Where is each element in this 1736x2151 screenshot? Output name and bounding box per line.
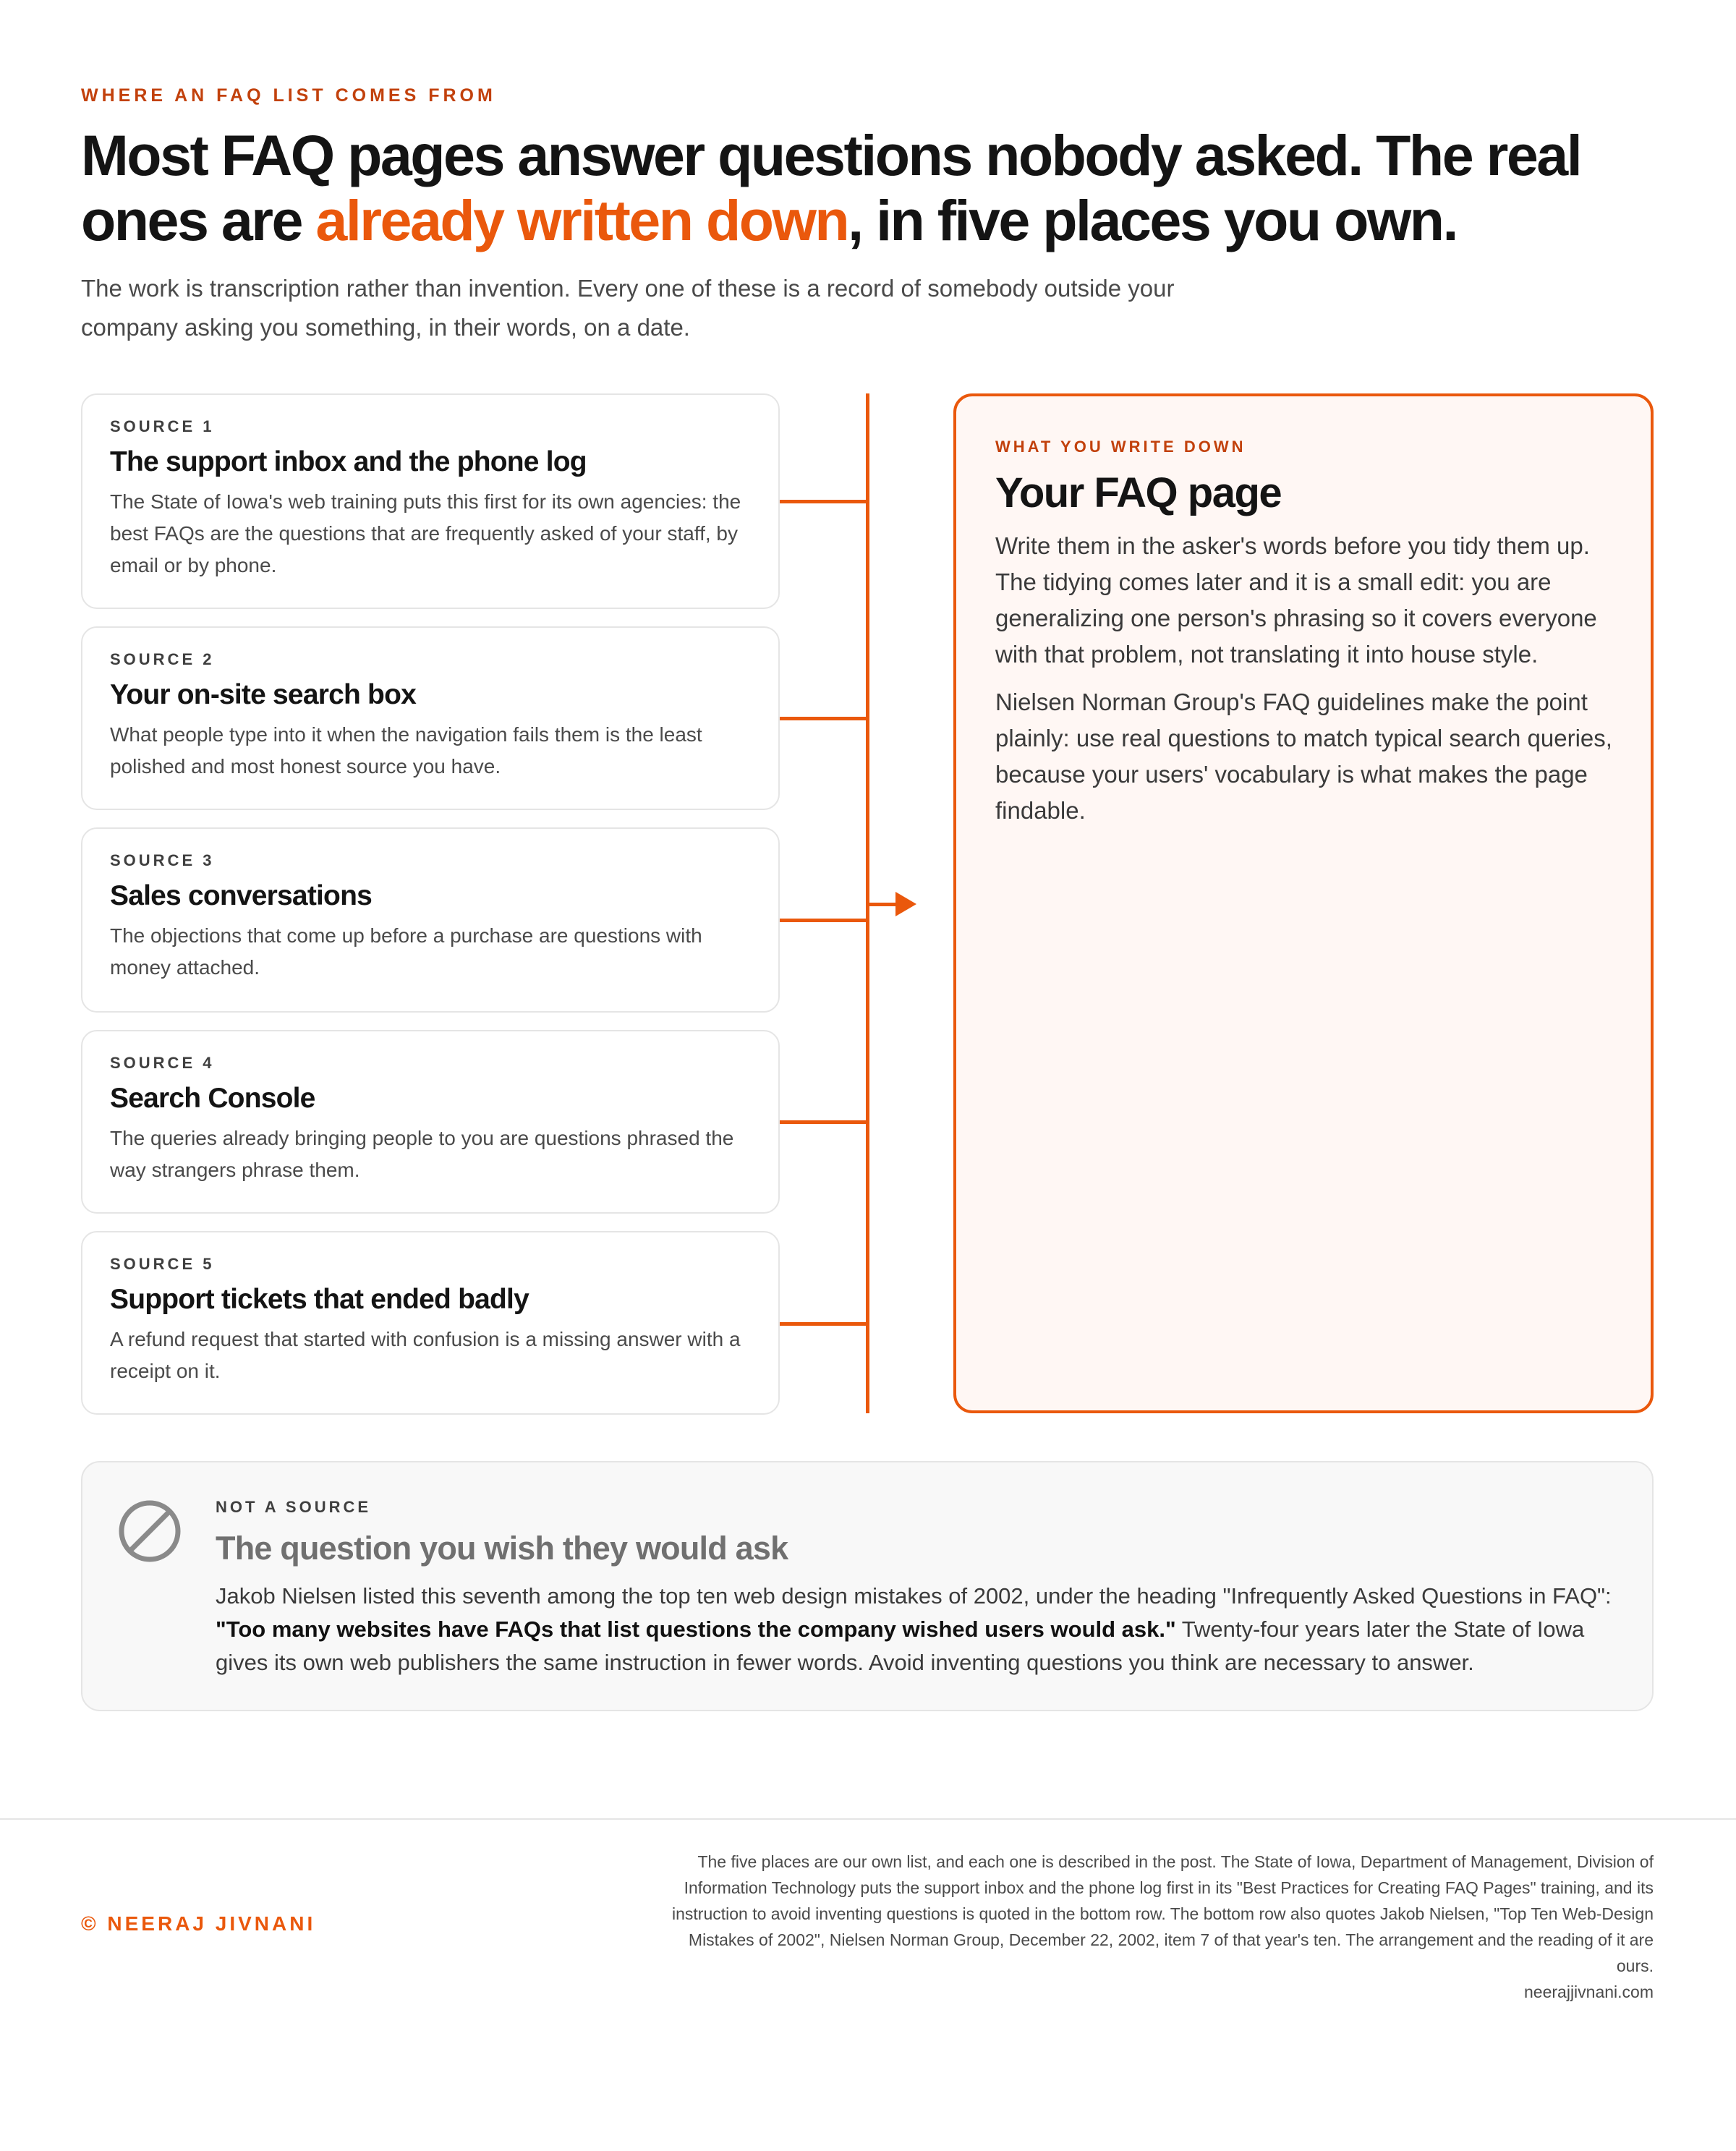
- source-card-3: [81, 827, 780, 1013]
- not-a-source-content: [216, 1497, 1619, 1679]
- target-label: WHAT YOU WRITE DOWN: [995, 438, 1246, 456]
- source-title: Sales conversations: [110, 880, 372, 911]
- connector-branch-4: [780, 1120, 868, 1124]
- not-a-source-body-after: Twenty-four years later the State of Iowa gives its own web publishers the same instruction in fewer words. Avoid inventing questions you think are necessary to answer.: [216, 1617, 1585, 1675]
- source-label: SOURCE 3: [110, 851, 215, 869]
- arrow-right-icon: [895, 892, 916, 916]
- footnote: The five places are our own list, and each one is described in the post. The State of Iowa, Department of Management, Division of Information Technology puts the support inbox and the phone log first in its "Best Practices for Creating FAQ Pages" training, and its instruction to avoid inventing questions is quoted in the bottom row. The bottom row also quotes Jakob Nielsen, "Top Ten Web-Design Mistakes of 2002", Nielsen Norman Group, December 22, 2002, item 7 of that year's ten. The arrangement and the reading of it are ours.: [672, 1852, 1654, 1975]
- headline-part2: , in five places you own.: [848, 188, 1458, 252]
- source-card-2: [81, 626, 780, 810]
- source-card-5: [81, 1231, 780, 1415]
- source-desc: What people type into it when the navigation fails them is the least polished and most honest source you have.: [110, 723, 702, 778]
- connector-branch-2: [780, 717, 868, 720]
- source-card-1: [81, 393, 780, 609]
- headline-part1: Most FAQ pages answer questions nobody asked. The real ones are: [81, 123, 1581, 252]
- nielsen-quote: "Too many websites have FAQs that list questions the company wished users would ask.": [216, 1617, 1176, 1642]
- site-url[interactable]: neerajjivnani.com: [1524, 1982, 1654, 2001]
- target-paragraph-2: Nielsen Norman Group's FAQ guidelines make the point plainly: use real questions to match typical search queries, because your users' vocabulary is what makes the page findable.: [995, 689, 1612, 824]
- source-desc: The queries already bringing people to you are questions phrased the way strangers phrase them.: [110, 1127, 734, 1181]
- faq-page-box: [953, 393, 1654, 1413]
- not-a-source-body: [216, 1580, 1619, 1679]
- source-label: SOURCE 4: [110, 1054, 215, 1072]
- connector-branch-3: [780, 919, 868, 922]
- footer-divider: [0, 1818, 1736, 1820]
- source-label: SOURCE 2: [110, 650, 215, 668]
- headline-accent: already written down: [315, 188, 848, 252]
- copyright: © NEERAJ JIVNANI: [81, 1912, 316, 1935]
- source-card-4: [81, 1030, 780, 1214]
- target-paragraph-1: Write them in the asker's words before you tidy them up. The tidying comes later and it is a small edit: you are generalizing one person's phrasing so it covers everyone with that problem, not translating it into house style.: [995, 532, 1597, 668]
- source-title: Your on-site search box: [110, 679, 416, 710]
- not-a-source-title: The question you wish they would ask: [216, 1530, 788, 1567]
- source-desc: A refund request that started with confusion is a missing answer with a receipt on it.: [110, 1328, 741, 1382]
- source-label: SOURCE 5: [110, 1255, 215, 1273]
- source-title: Search Console: [110, 1083, 315, 1114]
- source-title: The support inbox and the phone log: [110, 446, 587, 477]
- target-title: Your FAQ page: [995, 469, 1282, 516]
- subhead: The work is transcription rather than invention. Every one of these is a record of somebody outside your company asking you something, in their words, on a date.: [81, 275, 1175, 341]
- source-label: SOURCE 1: [110, 417, 215, 435]
- ban-icon: [117, 1499, 182, 1564]
- not-a-source-label: NOT A SOURCE: [216, 1498, 372, 1516]
- eyebrow: WHERE AN FAQ LIST COMES FROM: [81, 85, 496, 106]
- headline: [81, 123, 1643, 253]
- source-desc: The objections that come up before a purchase are questions with money attached.: [110, 924, 702, 979]
- connector-branch-1: [780, 500, 868, 503]
- not-a-source-body-before: Jakob Nielsen listed this seventh among the top ten web design mistakes of 2002, under the heading "Infrequently Asked Questions in FAQ":: [216, 1583, 1612, 1609]
- source-desc: The State of Iowa's web training puts this first for its own agencies: the best FAQs are the questions that are frequently asked of your staff, by email or by phone.: [110, 490, 741, 576]
- connector-branch-5: [780, 1322, 868, 1326]
- source-title: Support tickets that ended badly: [110, 1284, 529, 1315]
